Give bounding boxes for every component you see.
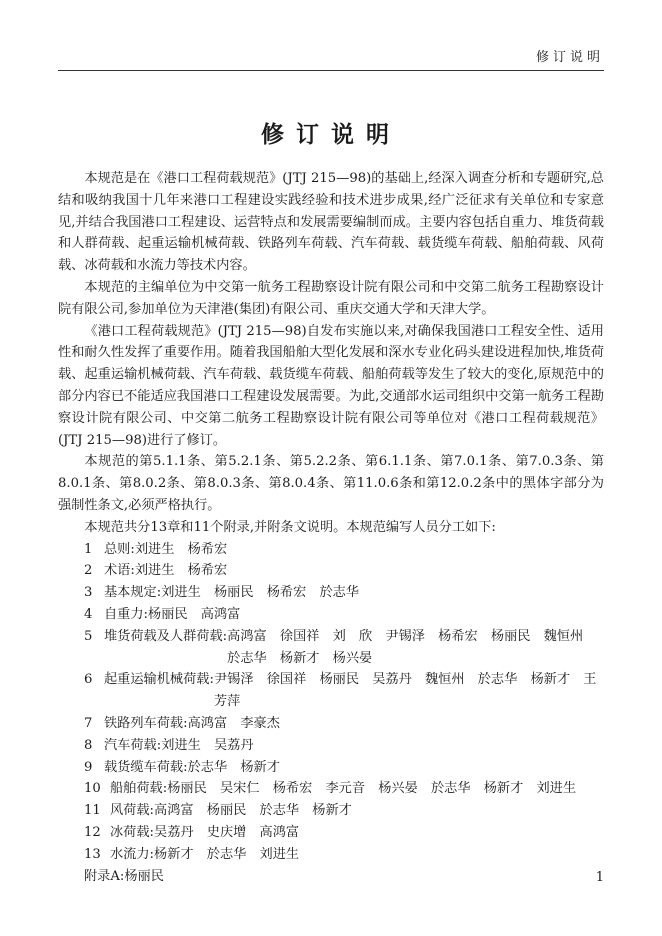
list-item-names: 刘进生 杨希宏 bbox=[134, 563, 228, 579]
list-item-names: 吴荔丹 史庆增 高鸿富 bbox=[154, 824, 300, 840]
list-item bbox=[58, 604, 604, 626]
running-header-title: 修订说明 bbox=[535, 50, 604, 65]
list-item-label: 铁路列车荷载: bbox=[104, 715, 188, 731]
paragraph: 本规范的第5.1.1条、第5.2.1条、第5.2.2条、第6.1.1条、第7.0.1条、第7.0.3条、第8.0.1条、第8.0.2条、第8.0.3条、第8.0.4条、第11.0.6条和第12.0.2条中的黑体字部分为强制性条文,必须严格执行。 bbox=[58, 454, 604, 513]
list-item-number: 1 bbox=[84, 541, 93, 557]
list-item-names: 高鸿富 杨丽民 於志华 杨新才 bbox=[154, 803, 352, 819]
list-item-names: 尹锡泽 徐国祥 杨丽民 吴荔丹 魏恒州 於志华 杨新才 王芳萍 bbox=[213, 672, 597, 710]
list-item-label: 堆货荷载及人群荷载: bbox=[104, 628, 228, 644]
list-item-names: 刘进生 吴荔丹 bbox=[161, 737, 254, 753]
list-item-names: 杨丽民 吴宋仁 杨希宏 李元音 杨兴晏 於志华 杨新才 刘进生 bbox=[167, 781, 577, 797]
appendix-names: 杨丽民 bbox=[124, 868, 164, 884]
list-item-names: 高鸿富 徐国祥 刘 欣 尹锡泽 杨希宏 杨丽民 魏恒州 於志华 杨新才 杨兴晏 bbox=[227, 628, 597, 666]
list-item bbox=[58, 757, 604, 779]
list-item-number: 5 bbox=[84, 628, 93, 644]
list-item-label: 总则: bbox=[104, 541, 135, 557]
list-item-names: 高鸿富 李豪杰 bbox=[187, 715, 280, 731]
list-item bbox=[58, 582, 604, 604]
list-item-label: 船舶荷载: bbox=[110, 781, 168, 797]
page-title: 修订说明 bbox=[261, 121, 401, 148]
paragraph: 本规范共分13章和11个附录,并附条文说明。本规范编写人员分工如下: bbox=[84, 519, 496, 535]
list-item-number: 7 bbox=[84, 715, 93, 731]
list-item-label: 汽车荷载: bbox=[104, 737, 162, 753]
appendix-line bbox=[58, 866, 604, 888]
list-item bbox=[58, 844, 604, 866]
list-item-number: 13 bbox=[84, 846, 101, 862]
list-item-number: 10 bbox=[84, 781, 101, 797]
list-item-label: 起重运输机械荷载: bbox=[104, 672, 214, 688]
list-item-number: 11 bbox=[84, 803, 101, 819]
list-item bbox=[58, 560, 604, 582]
document-body bbox=[58, 168, 604, 887]
list-item bbox=[58, 800, 604, 822]
list-item-label: 基本规定: bbox=[104, 585, 162, 601]
list-item-label: 冰荷载: bbox=[110, 824, 155, 840]
list-item-label: 水流力: bbox=[110, 846, 155, 862]
list-item-label: 自重力: bbox=[104, 606, 149, 622]
list-item-number: 9 bbox=[84, 759, 93, 775]
page-number: 1 bbox=[595, 870, 604, 885]
list-item bbox=[58, 539, 604, 561]
paragraph: 《港口工程荷载规范》(JTJ 215—98)自发布实施以来,对确保我国港口工程安全性、适用性和耐久性发挥了重要作用。随着我国船舶大型化发展和深水专业化码头建设进程加快,堆货荷载、起重运输机械荷载、汽车荷载、载货缆车荷载、船舶荷载等发生了较大的变化,原规范中的部分内容已不能适应我国港口工程建设发展需要。为此,交通部水运司组织中交第一航务工程勘察设计院有限公司、中交第二航务工程勘察设计院有限公司等单位对《港口工程荷载规范》(JTJ 215—98)进行了修订。 bbox=[58, 323, 604, 448]
list-item bbox=[58, 735, 604, 757]
appendix-label: 附录A: bbox=[84, 868, 125, 884]
list-item-names: 杨丽民 高鸿富 bbox=[148, 606, 241, 622]
list-item-number: 8 bbox=[84, 737, 93, 753]
list-item-label: 风荷载: bbox=[110, 803, 155, 819]
list-item-names: 刘进生 杨希宏 bbox=[134, 541, 228, 557]
staff-list bbox=[58, 539, 604, 866]
list-item-number: 3 bbox=[84, 585, 93, 601]
running-header bbox=[58, 44, 604, 71]
list-item bbox=[58, 822, 604, 844]
list-item-number: 12 bbox=[84, 824, 101, 840]
list-item bbox=[58, 626, 604, 670]
list-item-number: 2 bbox=[84, 563, 93, 579]
list-item bbox=[58, 713, 604, 735]
list-item-names: 刘进生 杨丽民 杨希宏 於志华 bbox=[161, 585, 360, 601]
list-item bbox=[58, 669, 604, 713]
list-item-label: 术语: bbox=[104, 563, 135, 579]
list-item-names: 於志华 杨新才 bbox=[187, 759, 280, 775]
list-item-number: 6 bbox=[84, 672, 93, 688]
paragraph: 本规范的主编单位为中交第一航务工程勘察设计院有限公司和中交第二航务工程勘察设计院有限公司,参加单位为天津港(集团)有限公司、重庆交通大学和天津大学。 bbox=[58, 279, 604, 317]
list-item-label: 载货缆车荷载: bbox=[104, 759, 188, 775]
paragraph: 本规范是在《港口工程荷载规范》(JTJ 215—98)的基础上,经深入调查分析和专题研究,总结和吸纳我国十几年来港口工程建设实践经验和技术进步成果,经广泛征求有关单位和专家意见,并结合我国港口工程建设、运营特点和发展需要编制而成。主要内容包括自重力、堆货荷载和人群荷载、起重运输机械荷载、铁路列车荷载、汽车荷载、载货缆车荷载、船舶荷载、风荷载、冰荷载和水流力等技术内容。 bbox=[58, 171, 604, 274]
list-item-number: 4 bbox=[84, 606, 93, 622]
list-item-names: 杨新才 於志华 刘进生 bbox=[154, 846, 300, 862]
list-item bbox=[58, 778, 604, 800]
